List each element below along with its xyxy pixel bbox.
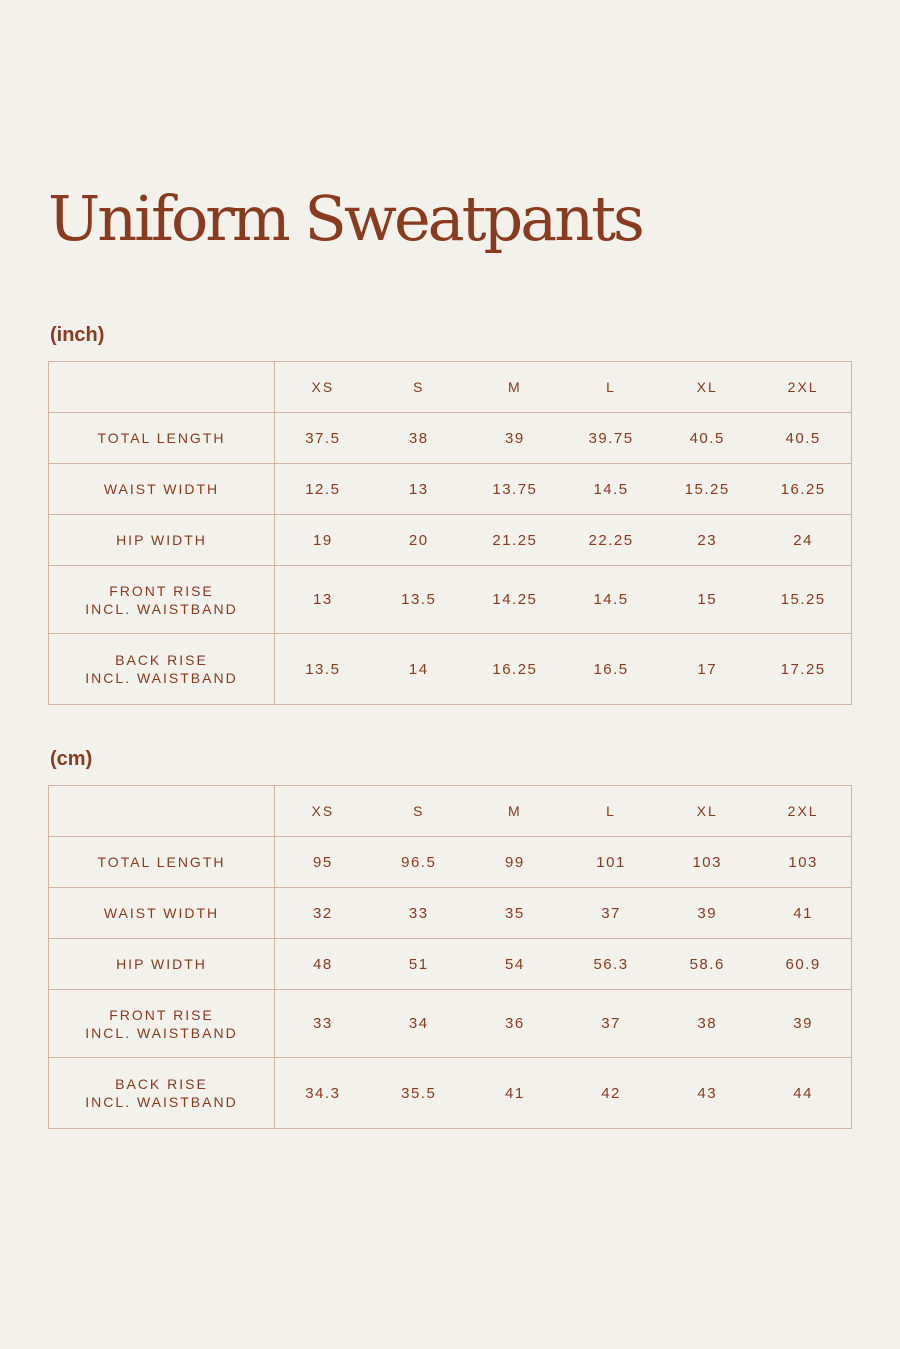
table-cell: 48 — [275, 939, 371, 990]
table-cell: 14.5 — [563, 566, 659, 634]
table-cell: 34 — [371, 990, 467, 1058]
row-label: HIP WIDTH — [49, 939, 275, 990]
table-cell: 23 — [659, 515, 755, 566]
size-header-xs: XS — [275, 362, 371, 413]
row-label: FRONT RISE INCL. WAISTBAND — [49, 990, 275, 1058]
table-cell: 40.5 — [659, 413, 755, 464]
table-cell: 14.25 — [467, 566, 563, 634]
table-cell: 103 — [755, 837, 851, 888]
table-cell: 39 — [659, 888, 755, 939]
size-header-s: S — [371, 362, 467, 413]
table-cell: 38 — [371, 413, 467, 464]
size-header-m: M — [467, 362, 563, 413]
table-cell: 17 — [659, 634, 755, 705]
row-label: WAIST WIDTH — [49, 464, 275, 515]
table-cell: 32 — [275, 888, 371, 939]
size-header-xl: XL — [659, 786, 755, 837]
table-cell: 12.5 — [275, 464, 371, 515]
table-cell: 14 — [371, 634, 467, 705]
size-chart-cm-table — [48, 785, 852, 1129]
table-row — [49, 939, 852, 990]
size-header-l: L — [563, 362, 659, 413]
table-cell: 16.25 — [755, 464, 851, 515]
table-cell: 19 — [275, 515, 371, 566]
table-cell: 103 — [659, 837, 755, 888]
table-cell: 17.25 — [755, 634, 851, 705]
table-cell: 101 — [563, 837, 659, 888]
size-header-xl: XL — [659, 362, 755, 413]
size-chart-inch-table — [48, 361, 852, 705]
table-cell: 15.25 — [755, 566, 851, 634]
table-header-row — [49, 362, 852, 413]
row-label: BACK RISE INCL. WAISTBAND — [49, 1058, 275, 1129]
size-header-l: L — [563, 786, 659, 837]
table-cell: 33 — [371, 888, 467, 939]
table-cell: 21.25 — [467, 515, 563, 566]
table-cell: 34.3 — [275, 1058, 371, 1129]
inch-unit-label: (inch) — [50, 324, 105, 346]
table-cell: 41 — [467, 1058, 563, 1129]
empty-corner-cell — [49, 786, 275, 837]
table-cell: 13 — [275, 566, 371, 634]
table-cell: 39 — [467, 413, 563, 464]
table-cell: 42 — [563, 1058, 659, 1129]
table-cell: 35 — [467, 888, 563, 939]
row-label: TOTAL LENGTH — [49, 413, 275, 464]
table-cell: 14.5 — [563, 464, 659, 515]
table-cell: 38 — [659, 990, 755, 1058]
table-cell: 37.5 — [275, 413, 371, 464]
table-cell: 44 — [755, 1058, 851, 1129]
table-row — [49, 888, 852, 939]
table-cell: 54 — [467, 939, 563, 990]
table-row — [49, 1058, 852, 1129]
table-cell: 16.25 — [467, 634, 563, 705]
table-cell: 39 — [755, 990, 851, 1058]
table-cell: 51 — [371, 939, 467, 990]
table-cell: 16.5 — [563, 634, 659, 705]
table-header-row — [49, 786, 852, 837]
table-cell: 40.5 — [755, 413, 851, 464]
table-row — [49, 990, 852, 1058]
size-header-xs: XS — [275, 786, 371, 837]
table-cell: 36 — [467, 990, 563, 1058]
table-row — [49, 837, 852, 888]
table-row — [49, 413, 852, 464]
table-cell: 95 — [275, 837, 371, 888]
empty-corner-cell — [49, 362, 275, 413]
table-cell: 15.25 — [659, 464, 755, 515]
table-cell: 58.6 — [659, 939, 755, 990]
table-cell: 60.9 — [755, 939, 851, 990]
table-row — [49, 515, 852, 566]
table-cell: 13.5 — [371, 566, 467, 634]
row-label: BACK RISE INCL. WAISTBAND — [49, 634, 275, 705]
table-cell: 99 — [467, 837, 563, 888]
table-cell: 13.5 — [275, 634, 371, 705]
table-cell: 56.3 — [563, 939, 659, 990]
row-label: HIP WIDTH — [49, 515, 275, 566]
size-header-2xl: 2XL — [755, 362, 851, 413]
table-cell: 33 — [275, 990, 371, 1058]
table-row — [49, 566, 852, 634]
table-cell: 15 — [659, 566, 755, 634]
row-label: TOTAL LENGTH — [49, 837, 275, 888]
row-label: WAIST WIDTH — [49, 888, 275, 939]
size-header-2xl: 2XL — [755, 786, 851, 837]
table-cell: 13.75 — [467, 464, 563, 515]
size-header-s: S — [371, 786, 467, 837]
table-cell: 43 — [659, 1058, 755, 1129]
cm-unit-label: (cm) — [50, 748, 93, 770]
table-cell: 37 — [563, 888, 659, 939]
table-row — [49, 634, 852, 705]
page-title: Uniform Sweatpants — [48, 182, 642, 255]
table-cell: 13 — [371, 464, 467, 515]
table-cell: 20 — [371, 515, 467, 566]
size-header-m: M — [467, 786, 563, 837]
table-cell: 39.75 — [563, 413, 659, 464]
row-label: FRONT RISE INCL. WAISTBAND — [49, 566, 275, 634]
table-cell: 37 — [563, 990, 659, 1058]
table-cell: 96.5 — [371, 837, 467, 888]
table-cell: 41 — [755, 888, 851, 939]
table-cell: 35.5 — [371, 1058, 467, 1129]
table-row — [49, 464, 852, 515]
table-cell: 22.25 — [563, 515, 659, 566]
table-cell: 24 — [755, 515, 851, 566]
